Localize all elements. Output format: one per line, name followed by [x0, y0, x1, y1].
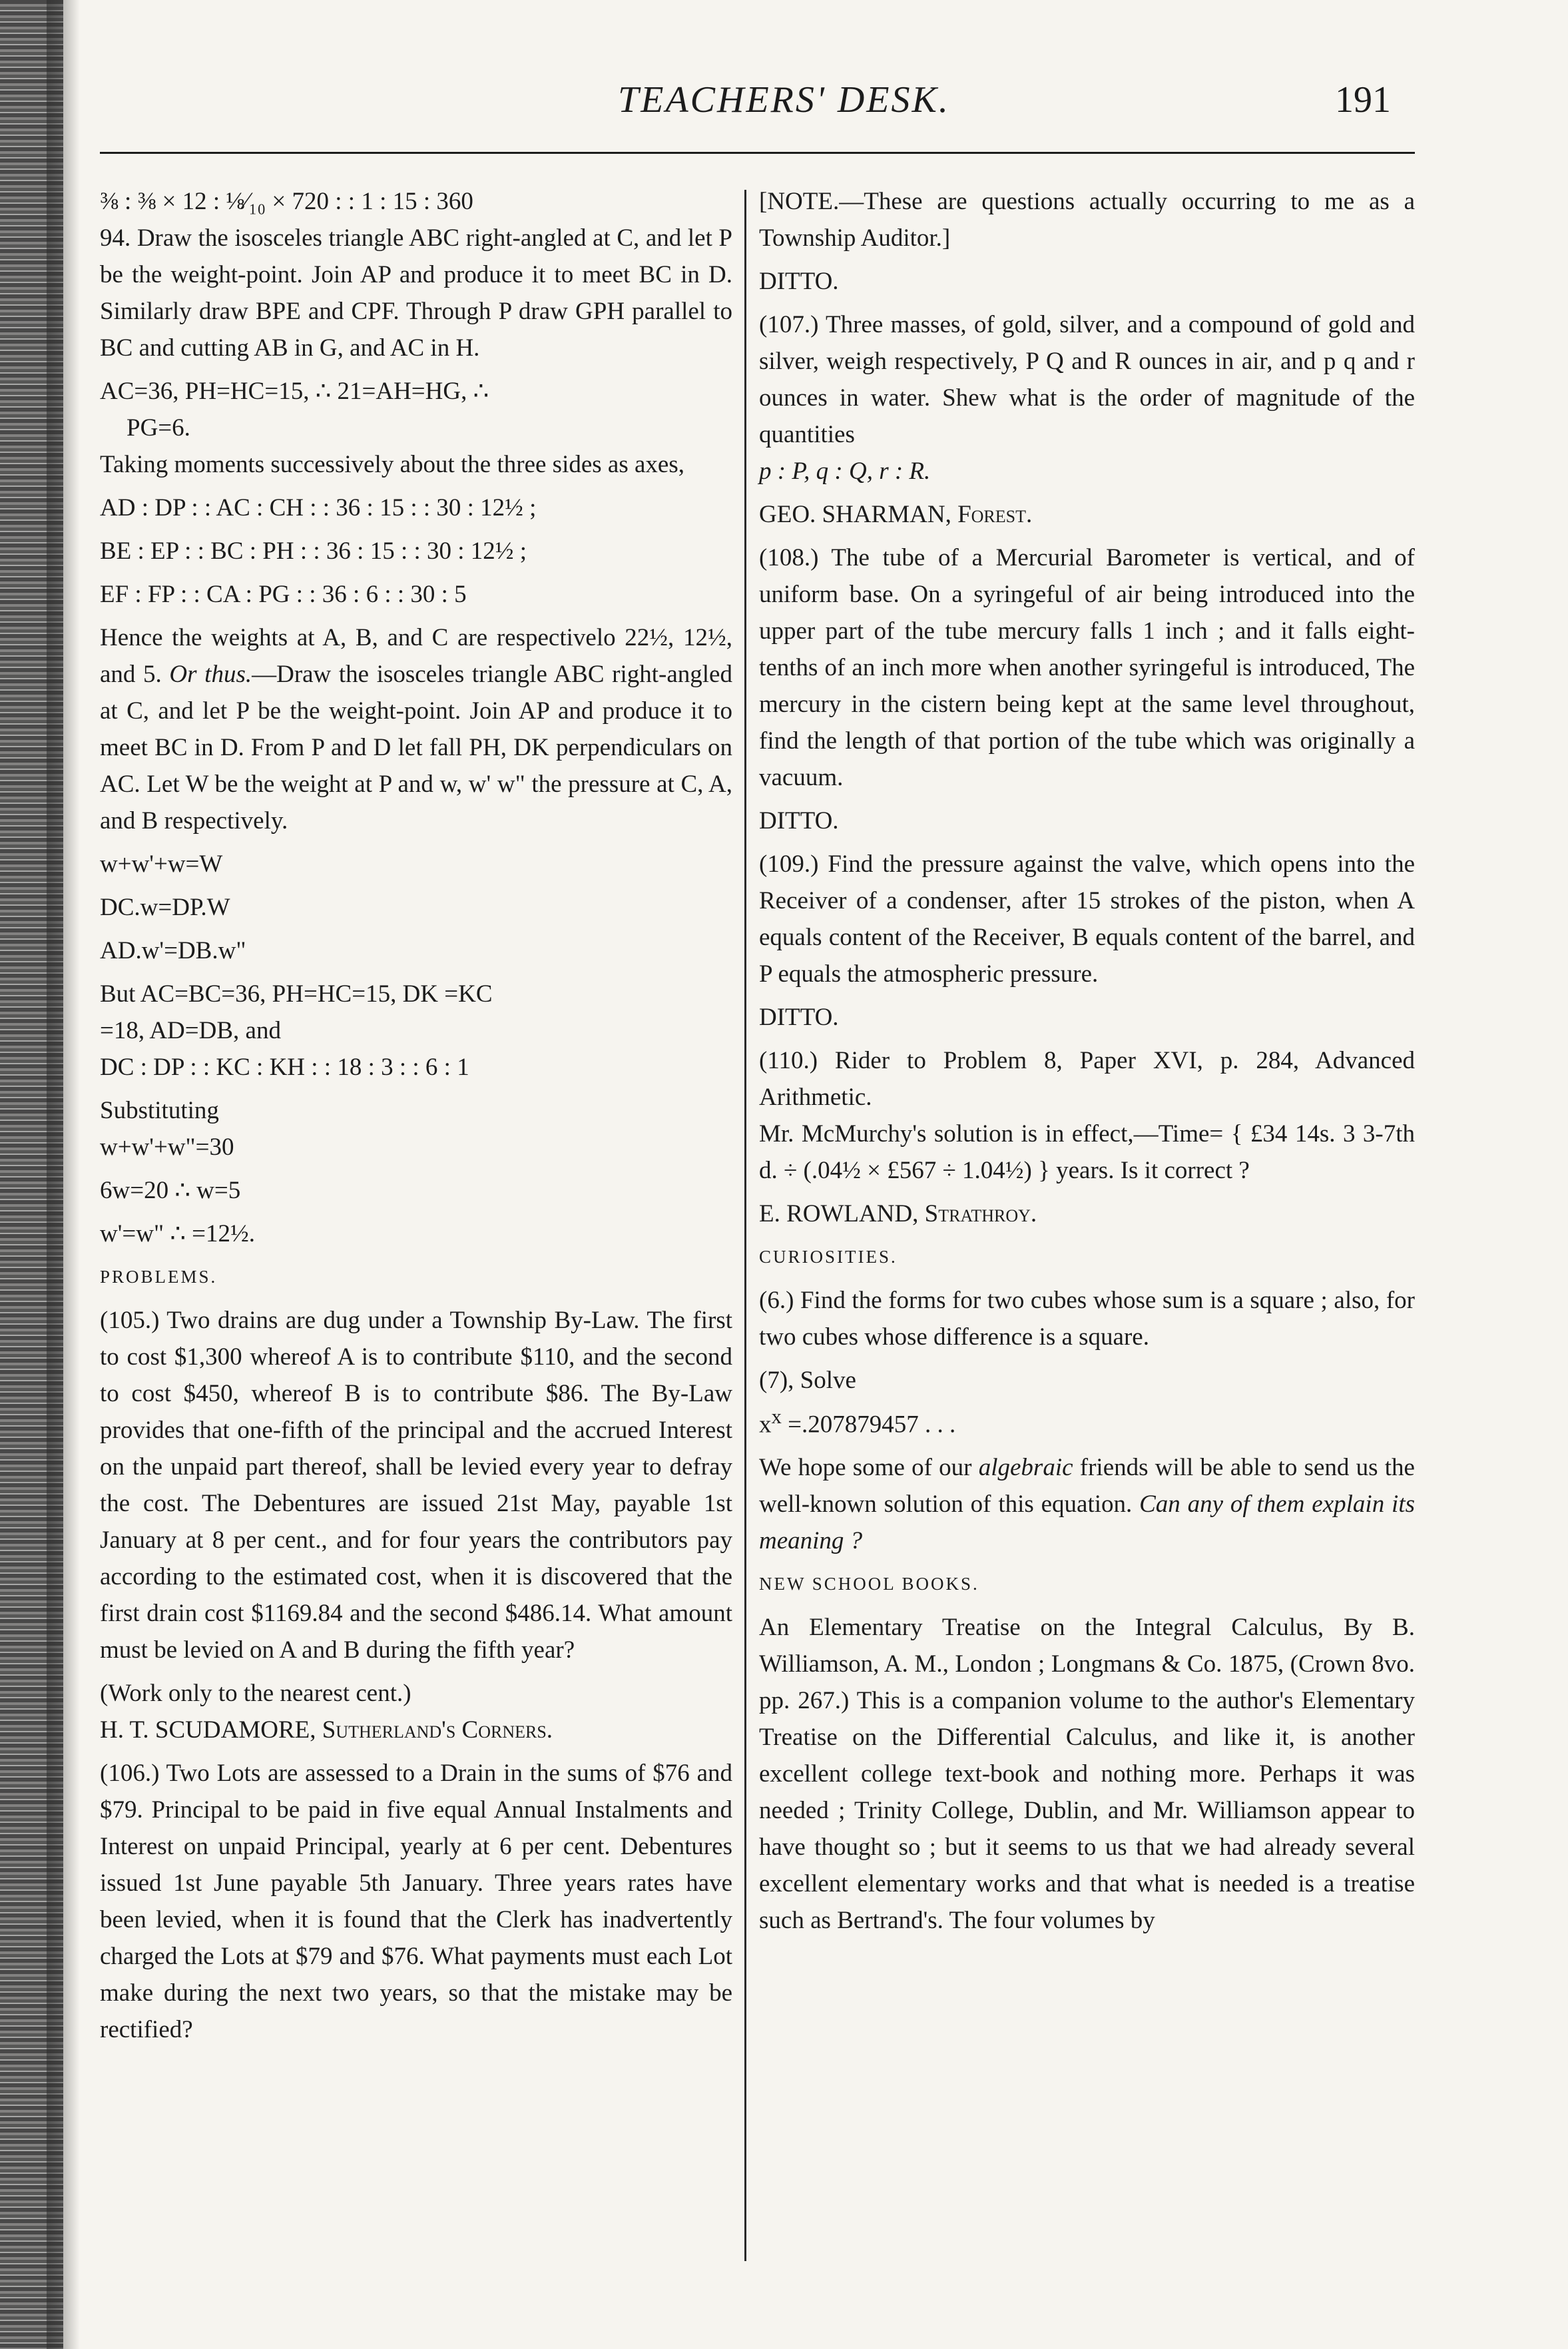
- proportion-line: DC : DP : : KC : KH : : 18 : 3 : : 6 : 1: [100, 1054, 469, 1081]
- problem-108: (108.) The tube of a Mercurial Barometer is vertical, and of uniform base. On a syringeful of air being introduced into the upper part of the tube mercury falls 1 inch ; and it falls eight-tenths of an inch more when another syringeful is introduced, The mercury in the cistern being kept at the same level throughout, find the length of that portion of the tube which was originally a vacuum.: [759, 544, 1415, 791]
- binding-shadow: [47, 0, 80, 2349]
- header-rule: [100, 152, 1415, 154]
- ditto-label: DITTO.: [759, 807, 839, 835]
- paragraph-94: 94. Draw the isosceles triangle ABC right-angled at C, and let P be the weight-point. Join AP and produce it to meet BC in D. Similarly draw BPE and CPF. Through P draw GPH parallel to BC and cutting AB in G, and AC in H.: [100, 224, 732, 362]
- hope-italic-algebraic: algebraic: [978, 1454, 1073, 1482]
- proportion-line: BE : EP : : BC : PH : : 36 : 15 : : 30 : 12½ ;: [100, 537, 527, 565]
- problem-109: (109.) Find the pressure against the valve, which opens into the Receiver of a condenser, after 15 strokes of the piston, when A equals content of the Receiver, B equals content of the barrel, and P equals the atmospheric pressure.: [759, 850, 1415, 988]
- eq-exponent: x: [771, 1405, 782, 1428]
- problem-106: (106.) Two Lots are assessed to a Drain in the sums of $76 and $79. Principal to be paid in five equal Annual Instalments and Interest on unpaid Principal, yearly at 6 per cent. Debentures issued 1st June payable 5th January. Three years rates have been levied, when it is found that the Clerk has inadvertently charged the Lots at $79 and $76. What payments must each Lot make during the next two years, so that the mistake may be rectified?: [100, 1760, 732, 2043]
- paragraph-hope: [759, 1449, 1415, 1559]
- equation-line: DC.w=DP.W: [100, 894, 230, 921]
- problem-110: (110.) Rider to Problem 8, Paper XVI, p. 284, Advanced Arithmetic.: [759, 1047, 1415, 1111]
- curiosity-7: (7), Solve: [759, 1367, 856, 1394]
- note: [NOTE.—These are questions actually occurring to me as a Township Auditor.]: [759, 188, 1415, 252]
- paragraph-taking: Taking moments successively about the three sides as axes,: [100, 451, 684, 478]
- problem-107: (107.) Three masses, of gold, silver, and a compound of gold and silver, weigh respectively, P Q and R ounces in air, and p q and r ounces in water. Shew what is the order of magnitude of the quantities: [759, 311, 1415, 448]
- right-column: [759, 183, 1415, 1945]
- proportion-line: AD : DP : : AC : CH : : 36 : 15 : : 30 : 12½ ;: [100, 494, 537, 521]
- running-title: TEACHERS' DESK.: [618, 79, 950, 121]
- equation-xx: [759, 1399, 1415, 1443]
- ditto-label: DITTO.: [759, 268, 839, 295]
- equation-line: But AC=BC=36, PH=HC=15, DK =KC: [100, 980, 493, 1008]
- equation-line: w+w'+w=W: [100, 850, 223, 878]
- work-only-note: (Work only to the nearest cent.): [100, 1680, 411, 1707]
- hope-text: We hope some of our: [759, 1454, 979, 1482]
- problem-105: (105.) Two drains are dug under a Township By-Law. The first to cost $1,300 whereof A is to contribute $110, and the second to cost $450, whereof B is to contribute $86. The By-Law provides that one-fifth of the principal and the accrued Interest on the unpaid part thereof, shall be levied every year to defray the cost. The Debentures are issued 21st May, payable 1st January at 8 per cent., and for four years the contributors pay according to the estimated cost, when it is discovered that the first drain cost $1169.84 and the second $486.14. What amount must be levied on A and B during the fifth year?: [100, 1307, 732, 1664]
- paragraph-hence: [100, 619, 732, 839]
- book-review: An Elementary Treatise on the Integral Calculus, By B. Williamson, A. M., London ; Longmans & Co. 1875, (Crown 8vo. pp. 267.) This is a companion volume to the author's Elementary Treatise on the Differential Calculus, and like it, is another excellent college text-book and nothing more. Perhaps it was needed ; Trinity College, Dublin, and Mr. Williamson appear to have thought so ; but it seems to us that we had already several excellent elementary works and that what is needed is a treatise such as Bertrand's. The four volumes by: [759, 1614, 1415, 1935]
- hence-text-cont: —Draw the isosceles triangle ABC right-angled at C, and let P be the weight-point. Join AP and produce it to meet BC in D. From P and D let fall PH, DK perpendiculars on AC. Let W be the weight at P and w, w' w" the pressure at C, A, and B respectively.: [100, 661, 732, 835]
- formula-107: p : P, q : Q, r : R.: [759, 458, 931, 485]
- equation-line: w'=w" ∴ =12½.: [100, 1220, 255, 1247]
- equation-line: =18, AD=DB, and: [100, 1017, 281, 1044]
- equation-line: w+w'+w"=30: [100, 1134, 234, 1161]
- eq-base: x: [759, 1411, 772, 1439]
- eq-value: =.207879457 . . .: [781, 1411, 956, 1439]
- mcmurchy-solution: Mr. McMurchy's solution is in effect,—Time= { £34 14s. 3 3-7th d. ÷ (.04½ × £567 ÷ 1.04½) } years. Is it correct ?: [759, 1120, 1415, 1184]
- equation-line: 6w=20 ∴ w=5: [100, 1177, 241, 1204]
- signature-rowland: E. ROWLAND, Strathroy.: [759, 1200, 1037, 1227]
- signature-scudamore: H. T. SCUDAMORE, Sutherland's Corners.: [100, 1716, 553, 1744]
- signature-sharman: GEO. SHARMAN, Forest.: [759, 501, 1033, 528]
- section-heading-curiosities: CURIOSITIES.: [759, 1247, 898, 1267]
- ratio-line: ⅜ : ⅜ × 12 : ⅛⁄₁₀ × 720 : : 1 : 15 : 360: [100, 188, 473, 215]
- equation-line: AD.w'=DB.w": [100, 937, 246, 964]
- substituting-label: Substituting: [100, 1097, 219, 1124]
- left-column: [100, 183, 732, 2055]
- ditto-label: DITTO.: [759, 1004, 839, 1031]
- equation-line: PG=6.: [127, 414, 190, 442]
- section-heading-problems: PROBLEMS.: [100, 1267, 218, 1287]
- equation-line: AC=36, PH=HC=15, ∴ 21=AH=HG, ∴: [100, 378, 489, 405]
- hope-italic-question: Can any of them explain its meaning ?: [759, 1491, 1415, 1555]
- hence-text: Hence the weights at A, B, and C are respectivelo 22½, 12½, and 5.: [100, 624, 732, 688]
- page-number: 191: [1335, 79, 1391, 121]
- curiosity-6: (6.) Find the forms for two cubes whose sum is a square ; also, for two cubes whose difference is a square.: [759, 1287, 1415, 1351]
- hope-text-cont: friends will be able to send us the well-known solution of this equation.: [759, 1454, 1415, 1518]
- or-thus-italic: Or thus.: [169, 661, 252, 688]
- section-heading-books: NEW SCHOOL BOOKS.: [759, 1574, 979, 1594]
- column-divider: [744, 190, 746, 2261]
- proportion-line: EF : FP : : CA : PG : : 36 : 6 : : 30 : 5: [100, 581, 467, 608]
